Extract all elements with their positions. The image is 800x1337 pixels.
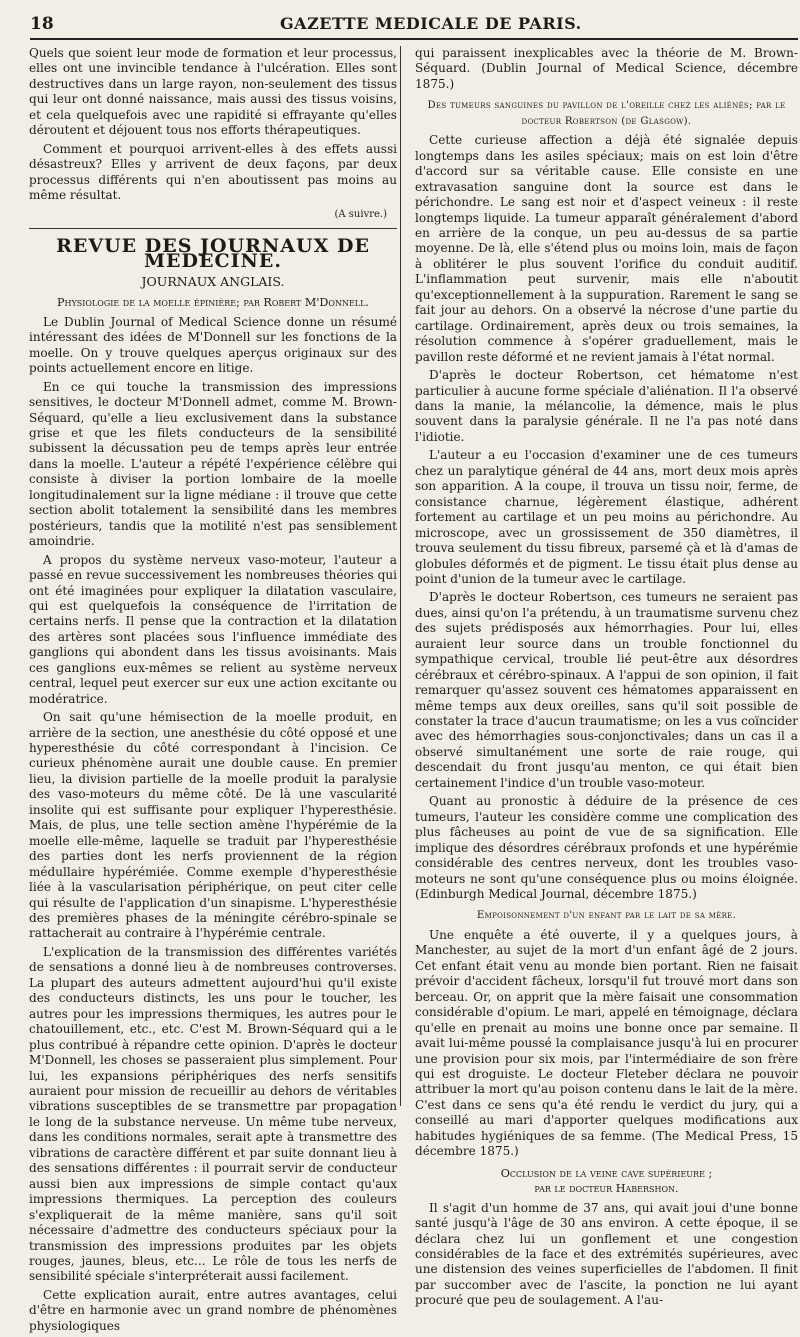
paragraph: On sait qu'une hémisection de la moelle produit, en arrière de la section, une anesthésie du côté opposé et une hyperesthésie du côté correspondant à l'incision. Ce curieux phénomène aurait une double cause. En premier lieu, la division partielle de la moelle produit la paralysie des vaso-moteurs du même côté. De là une vascularité insolite qui est suffisante pour expliquer l'hyperesthésie. Mais, de plus, une telle section amène l'hypérémie de la moelle elle-même, laquelle se traduit par l'hyperesthésie des parties dont les nerfs proviennent de la région médullaire hypérémiée. Comme exemple d'hyperesthésie liée à la vascularisation périphérique, on peut citer celle qui résulte de l'application d'un sinapisme. L'hyperesthésie des premières phases de la méningite cérébro-spinale se rattacherait au contraire à l'hypérémie centrale. — [29, 710, 397, 941]
paragraph: L'explication de la transmission des différentes variétés de sensations a donné lieu à de nombreuses controverses. La plupart des auteurs admettent aujourd'hui qu'il existe des conducteurs distincts, les uns pour le toucher, les autres pour les impressions thermiques, les autres pour le chatouillement, etc., etc. C'est M. Brown-Séquard qui a le plus contribué à répandre cette opinion. D'après le docteur M'Donnell, les choses se passeraient plus simplement. Pour lui, les expansions périphériques des nerfs sensitifs auraient pour mission de recueillir au dehors de véritables vibrations susceptibles de se transmettre par propagation le long de la substance nerveuse. Un même tube nerveux, dans les conditions normales, serait apte à transmettre des vibrations de caractère différent et par suite donnant lieu à des sensations différentes : il pourrait servir de conducteur aussi bien aux impressions de simple contact qu'aux impressions thermiques. La perception des couleurs s'expliquerait de la même manière, sans qu'il soit nécessaire d'admettre des conducteurs spéciaux pour la transmission des impressions produites par les objets rouges, jaunes, bleus, etc... Le rôle de tous les nerfs de sensibilité spéciale s'interpréterait aussi facilement. — [29, 944, 397, 1284]
paragraph: D'après le docteur Robertson, cet hématome n'est particulier à aucune forme spéciale d'aliénation. Il l'a observé dans la manie, la mélancolie, la démence, mais le plus souvent dans la paralysie générale. Il ne l'a pas noté dans l'idiotie. — [415, 368, 798, 444]
paragraph: Le Dublin Journal of Medical Science donne un résumé intéressant des idées de M'Donnell sur les fonctions de la moelle. On y trouve quelques aperçus originaux sur des points actuellement encore en litige. — [29, 314, 397, 376]
column-divider — [400, 46, 401, 1106]
paragraph: A propos du système nerveux vaso-moteur, l'auteur a passé en revue successivement les nombreuses théories qui ont été imaginées pour expliquer la dilatation vasculaire, qui est quelquefois la conséquence de l'irritation de certains nerfs. Il pense que la contraction et la dilatation des artères sont placées sous l'influence immédiate des ganglions qui abondent dans les tissus avoisinants. Mais ces ganglions eux-mêmes se relient au système nerveux central, lequel peut exercer sur eux une action excitante ou modératrice. — [29, 552, 397, 706]
left-column — [29, 46, 397, 1337]
paragraph: Cette explication aurait, entre autres avantages, celui d'être en harmonie avec un grand nombre de phénomènes physiologiques — [29, 1287, 397, 1333]
page-number: 18 — [30, 14, 54, 34]
review-subtitle: JOURNAUX ANGLAIS. — [141, 273, 285, 289]
section-title-occlusion — [415, 1166, 798, 1197]
article-title: Physiologie de la moelle épinière; par Robert M'Donnell. — [56, 296, 369, 310]
paragraph: Cette curieuse affection a déjà été signalée depuis longtemps dans les asiles spéciaux; mais on est loin d'être d'accord sur sa véritable cause. Elle consiste en une extravasation sanguine dont la source est dans le périchondre. Le sang est noir et d'aspect veineux : il reste longtemps liquide. La tumeur apparaît généralement d'abord en arrière de la conque, un peu au-dessus de sa partie moyenne. De là, elle s'étend plus ou moins loin, mais de façon à oblitérer le plus souvent l'orifice du conduit auditif. L'inflammation peut survenir, mais elle n'aboutit qu'exceptionnellement à la suppuration. Rarement le sang se fait jour au dehors. On a observé la nécrose d'une partie du cartilage. Ordinairement, après deux ou trois semaines, la résolution commence à s'opérer graduellement, mais le pavillon reste déformé et ne revient jamais à l'état normal. — [415, 133, 798, 364]
section-title-empoisonnement: Empoisonnement d'un enfant par le lait de sa mère. — [476, 910, 737, 922]
paragraph: Quant au pronostic à déduire de la présence de ces tumeurs, l'auteur les considère comme une complication des plus fâcheuses au point de vue de sa signification. Elle implique des désordres cérébraux profonds et une hypérémie considérable des centres nerveux, dont les troubles vaso-moteurs ne sont qu'une conséquence plus ou moins éloignée. (Edinburgh Medical Journal, décembre 1875.) — [415, 794, 798, 902]
section-title-tumeurs: Des tumeurs sanguines du pavillon de l'oreille chez les aliénés; par le docteur Robertson (de Glasgow). — [427, 100, 786, 127]
to-be-continued: (A suivre.) — [334, 208, 387, 220]
section-author-line: par le docteur Habershon. — [534, 1182, 679, 1196]
paragraph: D'après le docteur Robertson, ces tumeurs ne seraient pas dues, ainsi qu'on l'a prétendu, à un traumatisme survenu chez des sujets prédisposés aux hémorrhagies. Pour lui, elles auraient leur source dans un trouble fonctionnel du sympathique cervical, trouble lié peut-être aux désordres cérébraux et cérébro-spinaux. A l'appui de son opinion, il fait remarquer qu'assez souvent ces hématomes apparaissent en même temps aux deux oreilles, sans qu'il soit possible de constater la trace d'aucun traumatisme; on les a vus coïncider avec des hémorrhagies sous-conjonctivales; dans un cas il a observé simultanément une sorte de raie rouge, qui descendait du front jusqu'au menton, ce qui était bien certainement l'indice d'un trouble vaso-moteur. — [415, 590, 798, 790]
section-title-line: Occlusion de la veine cave supérieure ; — [500, 1166, 713, 1180]
question-paragraph: Comment et pourquoi arrivent-elles à des effets aussi désastreux? Elles y arrivent de deux façons, par deux processus différents qui n'en aboutissent pas moins au même résultat. — [29, 141, 397, 203]
journal-title: GAZETTE MEDICALE DE PARIS. — [280, 14, 582, 33]
intro-paragraph: Quels que soient leur mode de formation et leur processus, elles ont une invincible tendance à l'ulcération. Elles sont destructives dans un large rayon, non-seulement des tissus qui leur ont donné naissance, mais aussi des tissus voisins, et cela quelquefois avec une rapidité si effrayante qu'elles déroutent et déjouent tous nos efforts thérapeutiques. — [29, 46, 397, 138]
page-header — [30, 14, 798, 40]
paragraph: Une enquête a été ouverte, il y a quelques jours, à Manchester, au sujet de la mort d'un enfant âgé de 2 jours. Cet enfant était venu au monde bien portant. Rien ne faisait prévoir d'accident fâcheux, lorsqu'il fut trouvé mort dans son berceau. Or, on apprit que la mère faisait une consommation considérable d'opium. Le mari, appelé en témoignage, déclara qu'elle en prenait au moins une bonne once par semaine. Il avait lui-même poussé la complaisance jusqu'à lui en procurer une provision pour six mois, par l'intermédiaire de son frère qui est droguiste. Le docteur Fleteber déclara ne pouvoir attribuer la mort qu'au poison contenu dans le lait de la mère. C'est dans ce sens qu'a été rendu le verdict du jury, qui a conseillé au mari d'apporter quelques modifications aux habitudes hygiéniques de sa femme. (The Medical Press, 15 décembre 1875.) — [415, 927, 798, 1159]
paragraph: En ce qui touche la transmission des impressions sensitives, le docteur M'Donnell admet, comme M. Brown-Séquard, qu'elle a lieu exclusivement dans la substance grise et que les filets conducteurs de la sensibilité subissent la décussation peu de temps après leur entrée dans la moelle. L'auteur a répété l'expérience célèbre qui consiste à diviser la portion lombaire de la moelle longitudinalement sur la ligne médiane : il trouve que cette section abolit totalement la sensibilité dans les membres postérieurs, tandis que la motilité n'est pas sensiblement amoindrie. — [29, 379, 397, 549]
paragraph: L'auteur a eu l'occasion d'examiner une de ces tumeurs chez un paralytique général de 44 ans, mort deux mois après son apparition. A la coupe, il trouva un tissu noir, ferme, de consistance charnue, légèrement élastique, adhérent fortement au cartilage et un peu moins au périchondre. Au microscope, avec un grossissement de 350 diamètres, il trouva seulement du tissu fibreux, parsemé çà et là d'amas de globules déformés et de pigment. Le tissu était plus dense au point d'union de la tumeur avec le cartilage. — [415, 448, 798, 586]
paragraph: Il s'agit d'un homme de 37 ans, qui avait joui d'une bonne santé jusqu'à l'âge de 30 ans environ. A cette époque, il se déclara chez lui un gonflement et une congestion considérables de la face et des extrémités supérieures, avec une distension des veines superficielles de l'abdomen. Il finit par succomber avec de l'ascite, la ponction ne lui ayant procuré que peu de soulagement. A l'au- — [415, 1200, 798, 1308]
review-title: REVUE DES JOURNAUX DE MÉDECINE. — [56, 234, 370, 273]
right-column — [415, 46, 798, 1312]
section-rule — [29, 228, 397, 229]
paragraph: qui paraissent inexplicables avec la théorie de M. Brown-Séquard. (Dublin Journal of Medical Science, décembre 1875.) — [415, 46, 798, 91]
